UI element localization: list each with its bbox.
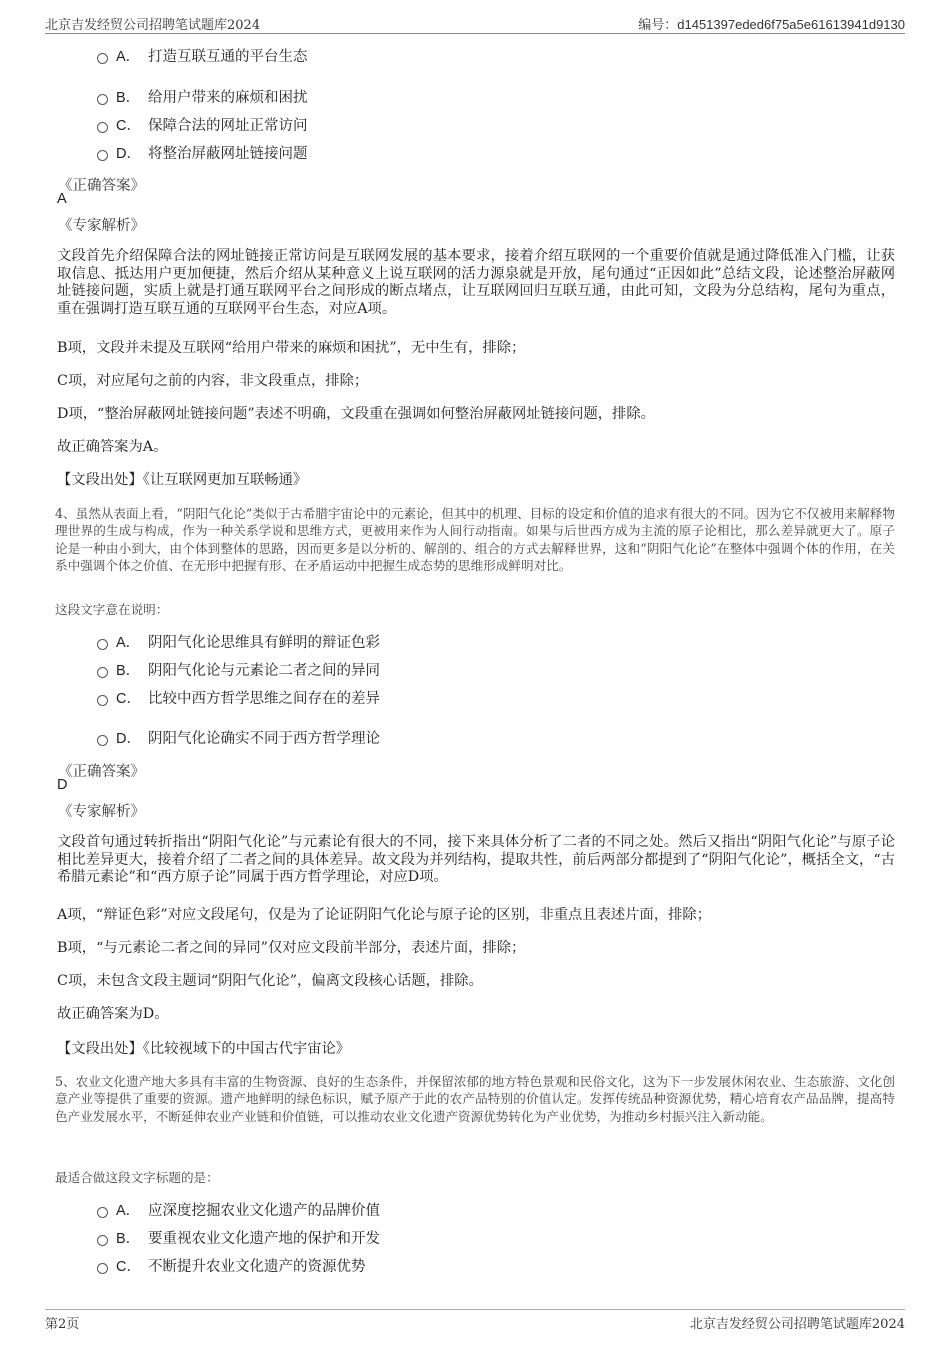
radio-icon[interactable] xyxy=(97,150,108,161)
q4-analysis-b: B项，“与元素论二者之间的异同”仅对应文段前半部分，表述片面，排除； xyxy=(57,940,526,956)
footer-title: 北京吉发经贸公司招聘笔试题库2024 xyxy=(689,1317,905,1332)
q3-source: 【文段出处】《让互联网更加互联畅通》 xyxy=(57,472,308,488)
q4-question-text: 4、虽然从表面上看，“阴阳气化论”类似于古希腊宇宙论中的元素论，但其中的机理、目标的设定和价值的追求有很大的不同。因为它不仅被用来解释物理世界的生成与构成，作为一种关系学说和思维方式，更被用来作为人间行动指南。如果与后世西方成为主流的原子论相比，那么差异就更大了。原子论是一种由小到大，由个体到整体的思路，因而更多是以分析的、解剖的、组合的方式去解释世界，这和“阴阳气化论”在整体中强调个体的作用，在关系中强调个体之价值、在无形中把握有形、在矛盾运动中把握生成态势的思维形成鲜明对比。 xyxy=(55,506,895,574)
page-footer xyxy=(45,1313,905,1333)
q4-conclusion: 故正确答案为D。 xyxy=(57,1006,169,1022)
page-header xyxy=(45,14,905,34)
q3-analysis-label: 《专家解析》 xyxy=(58,218,145,234)
q4-prompt: 这段文字意在说明： xyxy=(55,602,169,617)
q4-option-a[interactable]: A． 阴阳气化论思维具有鲜明的辩证色彩 xyxy=(97,633,380,653)
q4-analysis-label: 《专家解析》 xyxy=(58,804,145,820)
radio-icon[interactable] xyxy=(97,1235,108,1246)
footer-divider xyxy=(45,1309,905,1310)
q5-question-text: 5、农业文化遗产地大多具有丰富的生物资源、良好的生态条件，并保留浓郁的地方特色景观和民俗文化，这为下一步发展休闲农业、生态旅游、文化创意产业等提供了重要的资源。遗产地鲜明的绿色标识，赋予原产于此的农产品特别的价值认定。发挥传统品种资源优势，精心培育农产品品牌，提高特色产业发展水平，不断延伸农业产业链和价值链，可以推动农业文化遗产资源优势转化为产业优势，为推动乡村振兴注入新动能。 xyxy=(55,1074,895,1124)
q3-analysis: 文段首先介绍保障合法的网址链接正常访问是互联网发展的基本要求，接着介绍互联网的一个重要价值就是通过降低准入门槛，让获取信息、抵达用户更加便捷，然后介绍从某种意义上说互联网的活力源泉就是开放，尾句通过“正因如此”总结文段，论述整治屏蔽网址链接问题，实质上就是打通互联网平台之间形成的断点堵点，让互联网回归互联互通，由此可知，文段为分总结构，尾句为重点，重在强调打造互联互通的互联网平台生态，对应A项。 xyxy=(57,248,895,317)
q3-option-d[interactable]: D． 将整治屏蔽网址链接问题 xyxy=(97,144,308,164)
q3-option-a[interactable]: A． 打造互联互通的平台生态 xyxy=(97,47,308,67)
radio-icon[interactable] xyxy=(97,1207,108,1218)
header-doc-id: 编号：d1451397eded6f75a5e61613941d9130 xyxy=(638,17,905,32)
radio-icon[interactable] xyxy=(97,94,108,105)
q3-analysis-c: C项，对应尾句之前的内容，非文段重点，排除； xyxy=(57,373,369,389)
q3-analysis-b: B项，文段并未提及互联网“给用户带来的麻烦和困扰”，无中生有，排除； xyxy=(57,340,526,356)
q4-option-b[interactable]: B． 阴阳气化论与元素论二者之间的异同 xyxy=(97,661,380,681)
q4-option-d[interactable]: D． 阴阳气化论确实不同于西方哲学理论 xyxy=(97,729,380,749)
q5-option-c[interactable]: C． 不断提升农业文化遗产的资源优势 xyxy=(97,1257,366,1277)
q3-answer-label: 《正确答案》 xyxy=(58,178,145,194)
q3-option-b[interactable]: B． 给用户带来的麻烦和困扰 xyxy=(97,88,308,108)
radio-icon[interactable] xyxy=(97,53,108,64)
q4-option-c[interactable]: C． 比较中西方哲学思维之间存在的差异 xyxy=(97,689,380,709)
radio-icon[interactable] xyxy=(97,639,108,650)
q5-option-a[interactable]: A． 应深度挖掘农业文化遗产的品牌价值 xyxy=(97,1201,380,1221)
radio-icon[interactable] xyxy=(97,735,108,746)
q3-option-c[interactable]: C． 保障合法的网址正常访问 xyxy=(97,116,308,136)
radio-icon[interactable] xyxy=(97,667,108,678)
q4-analysis-a: A项，“辩证色彩”对应文段尾句，仅是为了论证阴阳气化论与原子论的区别，非重点且表述片面，排除； xyxy=(57,907,712,923)
q4-analysis: 文段首句通过转折指出“阴阳气化论”与元素论有很大的不同，接下来具体分析了二者的不同之处。然后又指出“阴阳气化论”与原子论相比差异更大，接着介绍了二者之间的具体差异。故文段为并列结构，提取共性，前后两部分都提到了“阴阳气化论”，概括全文，“古希腊元素论”和“西方原子论”同属于西方哲学理论，对应D项。 xyxy=(57,834,895,886)
radio-icon[interactable] xyxy=(97,122,108,133)
q3-conclusion: 故正确答案为A。 xyxy=(57,439,168,455)
q5-prompt: 最适合做这段文字标题的是： xyxy=(55,1170,219,1185)
q4-source: 【文段出处】《比较视域下的中国古代宇宙论》 xyxy=(57,1041,351,1057)
header-divider xyxy=(45,33,905,34)
q4-answer-label: 《正确答案》 xyxy=(58,764,145,780)
q4-analysis-c: C项，未包含文段主题词“阴阳气化论”，偏离文段核心话题，排除。 xyxy=(57,973,483,989)
header-title: 北京吉发经贸公司招聘笔试题库2024 xyxy=(45,18,261,33)
q3-answer: A xyxy=(57,191,67,207)
q3-analysis-d: D项，“整治屏蔽网址链接问题”表述不明确，文段重在强调如何整治屏蔽网址链接问题，排除。 xyxy=(57,406,655,422)
radio-icon[interactable] xyxy=(97,1263,108,1274)
radio-icon[interactable] xyxy=(97,695,108,706)
q5-option-b[interactable]: B． 要重视农业文化遗产地的保护和开发 xyxy=(97,1229,380,1249)
q4-answer: D xyxy=(57,777,68,793)
page-number: 第2页 xyxy=(45,1317,80,1332)
